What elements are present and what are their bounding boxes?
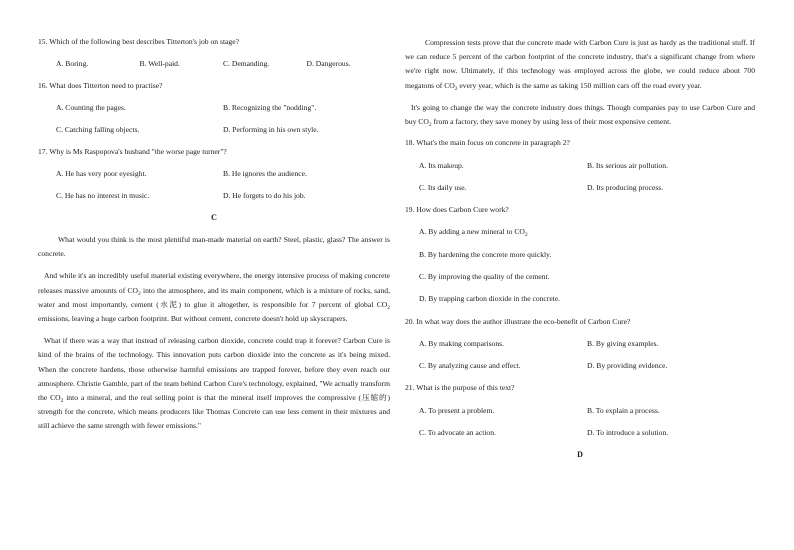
paragraph-3-text-b: into a mineral, and the real selling point is that the mineral itself improves the compressive (压缩的) strength for the concrete, which means producers like Thomas Concrete can use less cement in their mixtures and still achieve the same strength with fewer emissions." [38, 393, 390, 431]
q21-option-b[interactable]: B. To explain a process. [587, 405, 660, 415]
question-16-stem: 16. What does Titterton need to practise? [38, 81, 163, 90]
section-c-heading: C [211, 213, 217, 222]
subscript-2: 2 [60, 398, 64, 405]
question-17-options-row1 [38, 168, 390, 179]
q19-option-d[interactable]: D. By trapping carbon dioxide in the concrete. [419, 294, 561, 304]
paragraph-1-text: What would you think is the most plentiful man-made material on earth? Steel, plastic, glass? The answer is concrete. [38, 235, 390, 259]
passage-paragraph-3 [38, 334, 390, 433]
questions-18-21 [405, 137, 755, 438]
q17-option-a[interactable]: A. He has very poor eyesight. [56, 169, 147, 178]
q17-option-b[interactable]: B. He ignores the audience. [223, 169, 307, 178]
subscript-2: 2 [428, 122, 432, 129]
passage-paragraph-5 [405, 101, 755, 129]
question-21-options-row1 [405, 405, 755, 416]
question-15-options [38, 58, 390, 69]
q15-option-a[interactable]: A. Boring. [56, 59, 89, 68]
q15-option-c[interactable]: C. Demanding. [223, 59, 270, 68]
q15-option-b[interactable]: B. Well-paid. [139, 59, 180, 68]
q16-option-d[interactable]: D. Performing in his own style. [223, 125, 319, 134]
q16-option-c[interactable]: C. Catching falling objects. [56, 125, 140, 134]
paragraph-2-text-b: into the atmosphere, and its main component, which is a mixture of rocks, sand, water and most importantly, cement (水泥) to glue it altogether, is responsible for 7 percent of global CO [38, 285, 390, 309]
paragraph-5-text-a: It's going to change the way the concrete industry does things. Though companies pay to use Carbon Cure and buy CO [405, 102, 755, 127]
subscript-2: 2 [524, 232, 528, 239]
q17-option-d[interactable]: D. He forgets to do his job. [223, 191, 306, 200]
passage-paragraph-4 [405, 36, 755, 93]
q15-option-d[interactable]: D. Dangerous. [306, 59, 351, 68]
question-18-stem: 18. What's the main focus on concrete in paragraph 2? [405, 138, 570, 148]
q18-option-a[interactable]: A. Its makeup. [419, 160, 464, 170]
paragraph-2-text-a: And while it's an incredibly useful material existing everywhere, the energy intensive process of making concrete releases massive amounts of CO [38, 271, 390, 295]
q21-option-c[interactable]: C. To advocate an action. [419, 428, 496, 438]
q19-option-a-text: A. By adding a new mineral to CO [419, 227, 525, 237]
question-16-options-row1 [38, 102, 390, 113]
q21-option-d[interactable]: D. To introduce a solution. [587, 428, 669, 438]
paragraph-2-text-c: emissions, leaving a huge carbon footprint. But without cement, concrete doesn't hold up skyscrapers. [38, 314, 348, 324]
question-18-options-row2 [405, 182, 755, 193]
q19-option-a[interactable] [405, 226, 755, 237]
question-20-options-row1 [405, 338, 755, 349]
question-21-options-row2 [405, 427, 755, 438]
paragraph-3-text-a: What if there was a way that instead of releasing carbon dioxide, concrete could trap it forever? Carbon Cure is kind of the brains of the technology. This innovation puts carbon dioxide into the concrete as it's being mixed. When the concrete hardens, those otherwise harmful emissions are trapped forever, before they even reach our atmosphere. Christie Gamble, part of the team behind Carbon Cure's technology, explained, "We actually transform the CO [38, 336, 390, 403]
paragraph-4-text-a: Compression tests prove that the concrete made with Carbon Cure is just as hardy as the traditional stuff. If we can reduce 5 percent of the carbon footprint of the concrete industry, that's a significant change from where we're right now. Ultimately, if this technology was employed across the globe, we could reduce about 700 megatons of CO [405, 38, 755, 90]
question-20-stem: 20. In what way does the author illustrate the eco-benefit of Carbon Cure? [405, 316, 631, 326]
q20-option-d[interactable]: D. By providing evidence. [587, 361, 668, 371]
q18-option-c[interactable]: C. Its daily use. [419, 182, 467, 192]
question-15-stem: 15. Which of the following best describes Titterton's job on stage? [38, 37, 239, 46]
q18-option-d[interactable]: D. Its producing process. [587, 182, 664, 192]
q20-option-a[interactable]: A. By making comparisons. [419, 338, 504, 348]
question-16-options-row2 [38, 124, 390, 135]
question-18-options-row1 [405, 160, 755, 171]
paragraph-4-text-b: every year, which is the same as taking 150 million cars off the road every year. [457, 80, 702, 90]
paragraph-5-text-b: from a factory, they save money by using less of their most expensive cement. [431, 117, 672, 127]
subscript-2: 2 [454, 85, 458, 92]
subscript-2: 2 [138, 290, 141, 297]
left-column [38, 36, 390, 442]
passage-paragraph-1 [38, 233, 390, 261]
q19-option-b[interactable]: B. By hardening the concrete more quickly. [419, 249, 552, 259]
q17-option-c[interactable]: C. He has no interest in music. [56, 191, 150, 200]
question-19-stem: 19. How does Carbon Cure work? [405, 205, 509, 215]
q20-option-c[interactable]: C. By analyzing cause and effect. [419, 361, 521, 371]
question-17-options-row2 [38, 190, 390, 201]
right-column [405, 36, 755, 470]
q19-option-c[interactable]: C. By improving the quality of the cement. [419, 272, 550, 281]
q18-option-b[interactable]: B. Its serious air pollution. [587, 160, 668, 170]
q16-option-a[interactable]: A. Counting the pages. [56, 103, 126, 112]
q21-option-a[interactable]: A. To present a problem. [419, 405, 495, 415]
section-d-heading: D [577, 450, 583, 460]
q20-option-b[interactable]: B. By giving examples. [587, 338, 659, 348]
question-21-stem: 21. What is the purpose of this text? [405, 383, 515, 393]
question-20-options-row2 [405, 360, 755, 371]
question-17-stem: 17. Why is Ms Raspopova's husband "the worse page turner"? [38, 147, 227, 156]
q16-option-b[interactable]: B. Recognizing the "nodding". [223, 103, 317, 112]
subscript-2: 2 [387, 304, 390, 311]
passage-paragraph-2 [38, 269, 390, 326]
